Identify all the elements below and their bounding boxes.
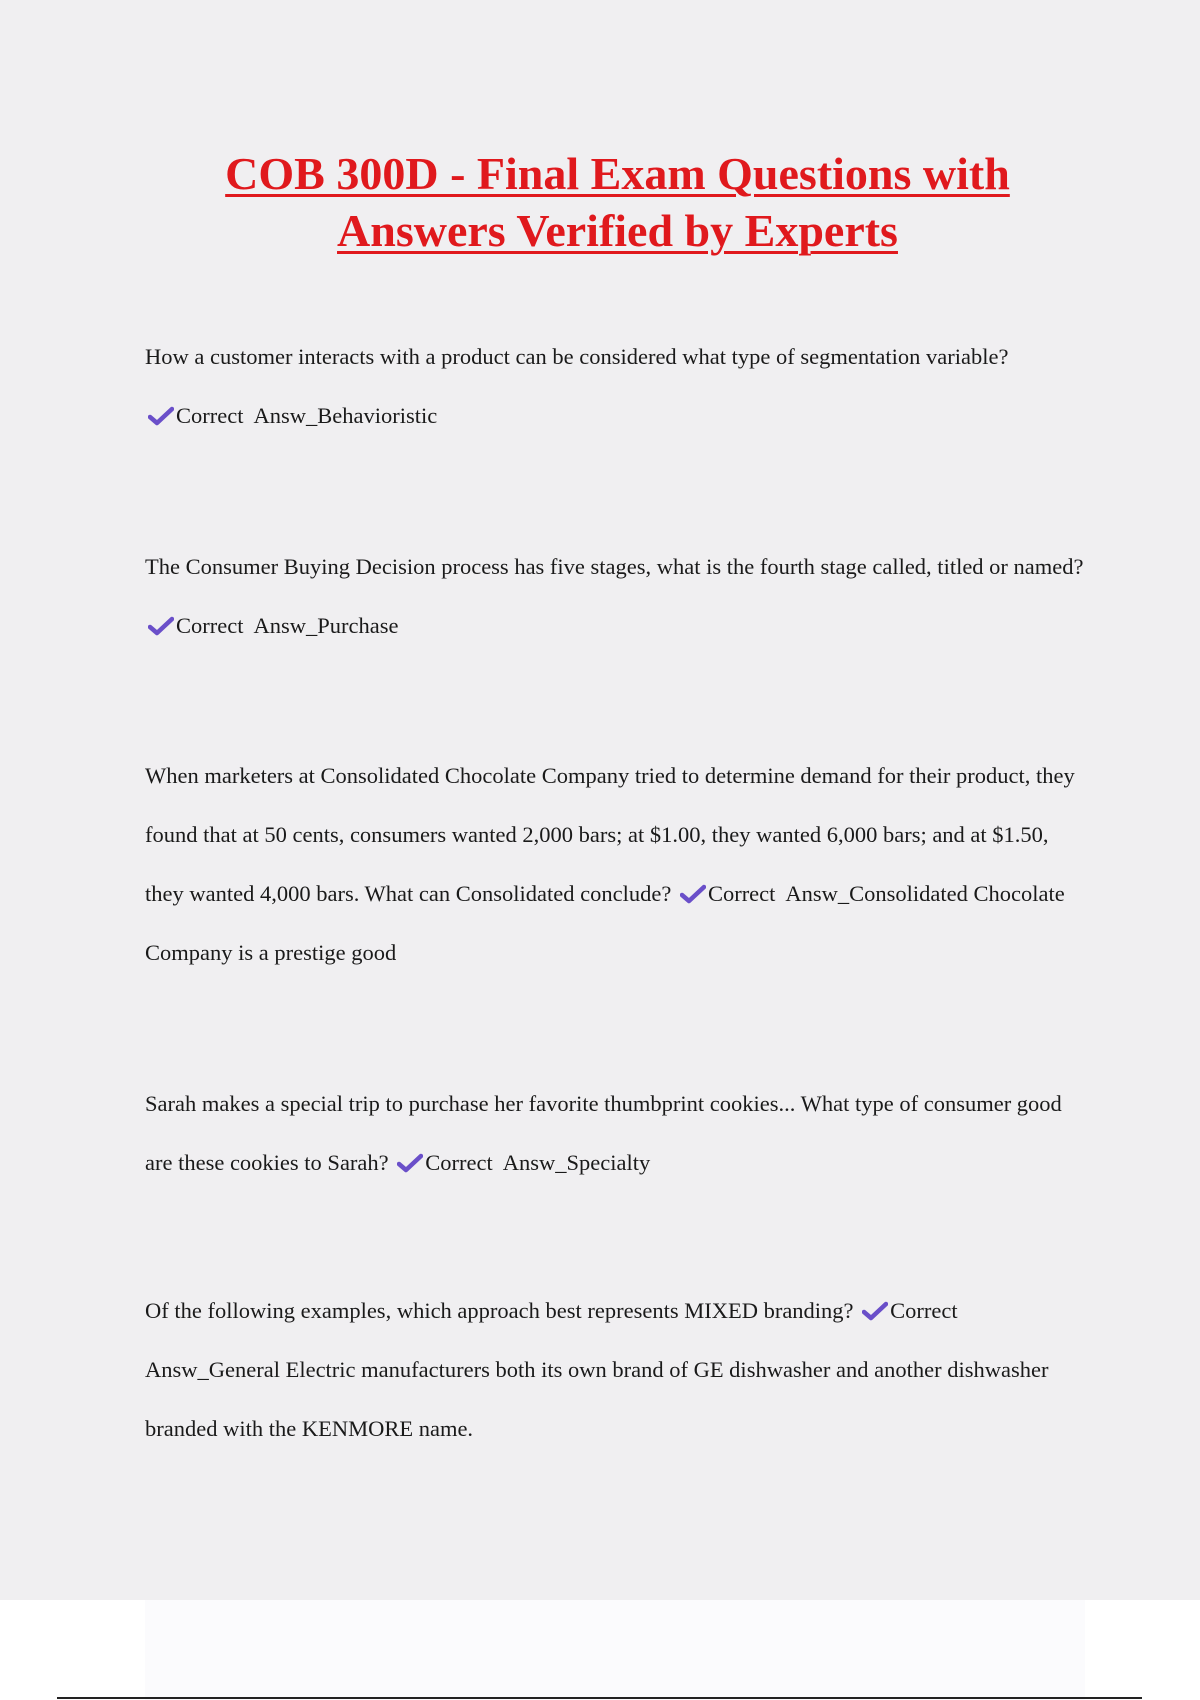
qa-item-1 [145, 327, 1085, 445]
question-text: When marketers at Consolidated Chocolate Company tried to determine demand for their product, they found that at 50 cents, consumers wanted 2,000 bars; at $1.00, they wanted 6,000 bars; and at $1.50, they wanted 4,000 bars. What can Consolidated conclude? [145, 763, 1075, 906]
correct-label: Correct [425, 1150, 493, 1175]
next-page-edge [145, 1600, 1085, 1700]
question-text: How a customer interacts with a product can be considered what type of segmentation variable? [145, 344, 1009, 369]
title-line-2: Answers Verified by Experts [337, 205, 898, 256]
title-line-1: COB 300D - Final Exam Questions with [225, 148, 1010, 199]
qa-item-3 [145, 746, 1085, 982]
answer-text: Answ_Consolidated Chocolate Company is a prestige good [145, 881, 1065, 965]
checkmark-icon [148, 616, 174, 636]
correct-label: Correct [176, 613, 244, 638]
question-text: The Consumer Buying Decision process has five stages, what is the fourth stage called, titled or named? [145, 554, 1084, 579]
question-text: Sarah makes a special trip to purchase her favorite thumbprint cookies... What type of consumer good are these cookies to Sarah? [145, 1091, 1062, 1175]
answer-text: Answ_Behavioristic [253, 403, 438, 428]
checkmark-icon [680, 884, 706, 904]
document-title [130, 145, 1105, 259]
footer-divider [57, 1697, 1142, 1699]
correct-label: Correct [707, 881, 776, 906]
question-text: Of the following examples, which approach best represents MIXED branding? [145, 1298, 854, 1323]
answer-text: Answ_Purchase [253, 613, 399, 638]
correct-label: Correct [890, 1298, 958, 1323]
checkmark-icon [862, 1301, 888, 1321]
answer-text: Answ_General Electric manufacturers both its own brand of GE dishwasher and another dishwasher branded with the KENMORE name. [145, 1357, 1049, 1441]
correct-label: Correct [176, 403, 244, 428]
qa-item-4 [145, 1074, 1085, 1192]
qa-item-2 [145, 537, 1085, 655]
checkmark-icon [148, 406, 174, 426]
checkmark-icon [397, 1153, 423, 1173]
answer-text: Answ_Specialty [502, 1150, 651, 1175]
qa-item-5 [145, 1281, 1085, 1458]
